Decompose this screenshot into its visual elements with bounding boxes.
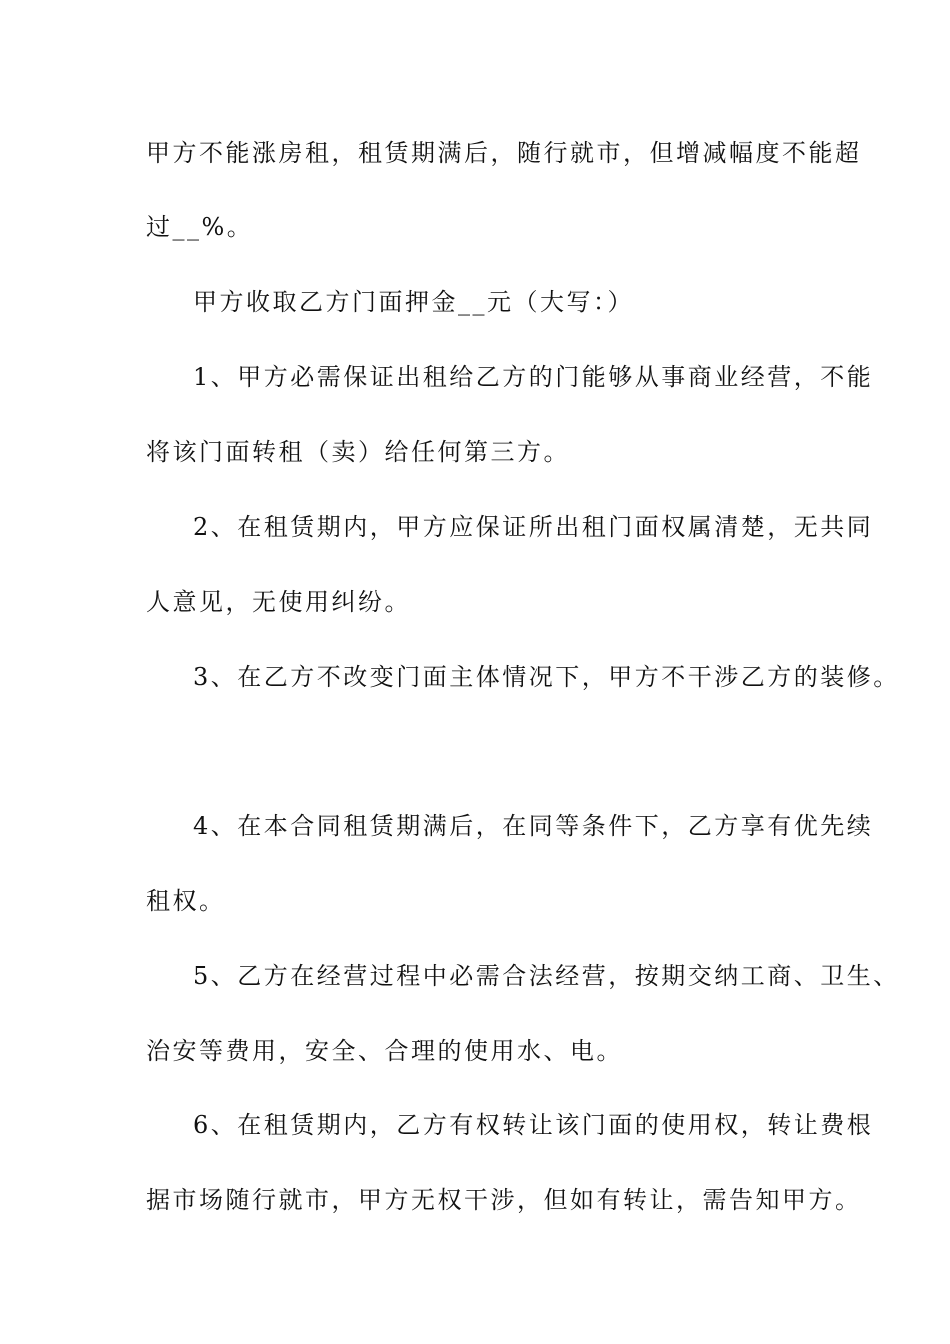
text-line: 租权。 — [146, 887, 226, 915]
text-line: 人意见，无使用纠纷。 — [146, 588, 411, 616]
text-line: 4、在本合同租赁期满后，在同等条件下，乙方享有优先续 — [193, 812, 874, 840]
text-line: 甲方收取乙方门面押金__元（大写：） — [193, 288, 634, 316]
text-line: 1、甲方必需保证出租给乙方的门能够从事商业经营，不能 — [193, 363, 874, 391]
text-line: 据市场随行就市，甲方无权干涉，但如有转让，需告知甲方。 — [146, 1186, 862, 1214]
text-line: 2、在租赁期内，甲方应保证所出租门面权属清楚，无共同 — [193, 513, 874, 541]
text-line: 甲方不能涨房租，租赁期满后，随行就市，但增减幅度不能超 — [146, 139, 862, 167]
text-line: 3、在乙方不改变门面主体情况下，甲方不干涉乙方的装修。 — [193, 663, 900, 691]
text-line: 将该门面转租（卖）给任何第三方。 — [146, 438, 570, 466]
text-line: 6、在租赁期内，乙方有权转让该门面的使用权，转让费根 — [193, 1111, 874, 1139]
text-line: 过__%。 — [146, 213, 254, 241]
text-line: 5、乙方在经营过程中必需合法经营，按期交纳工商、卫生、 — [193, 962, 900, 990]
text-line: 治安等费用，安全、合理的使用水、电。 — [146, 1037, 623, 1065]
